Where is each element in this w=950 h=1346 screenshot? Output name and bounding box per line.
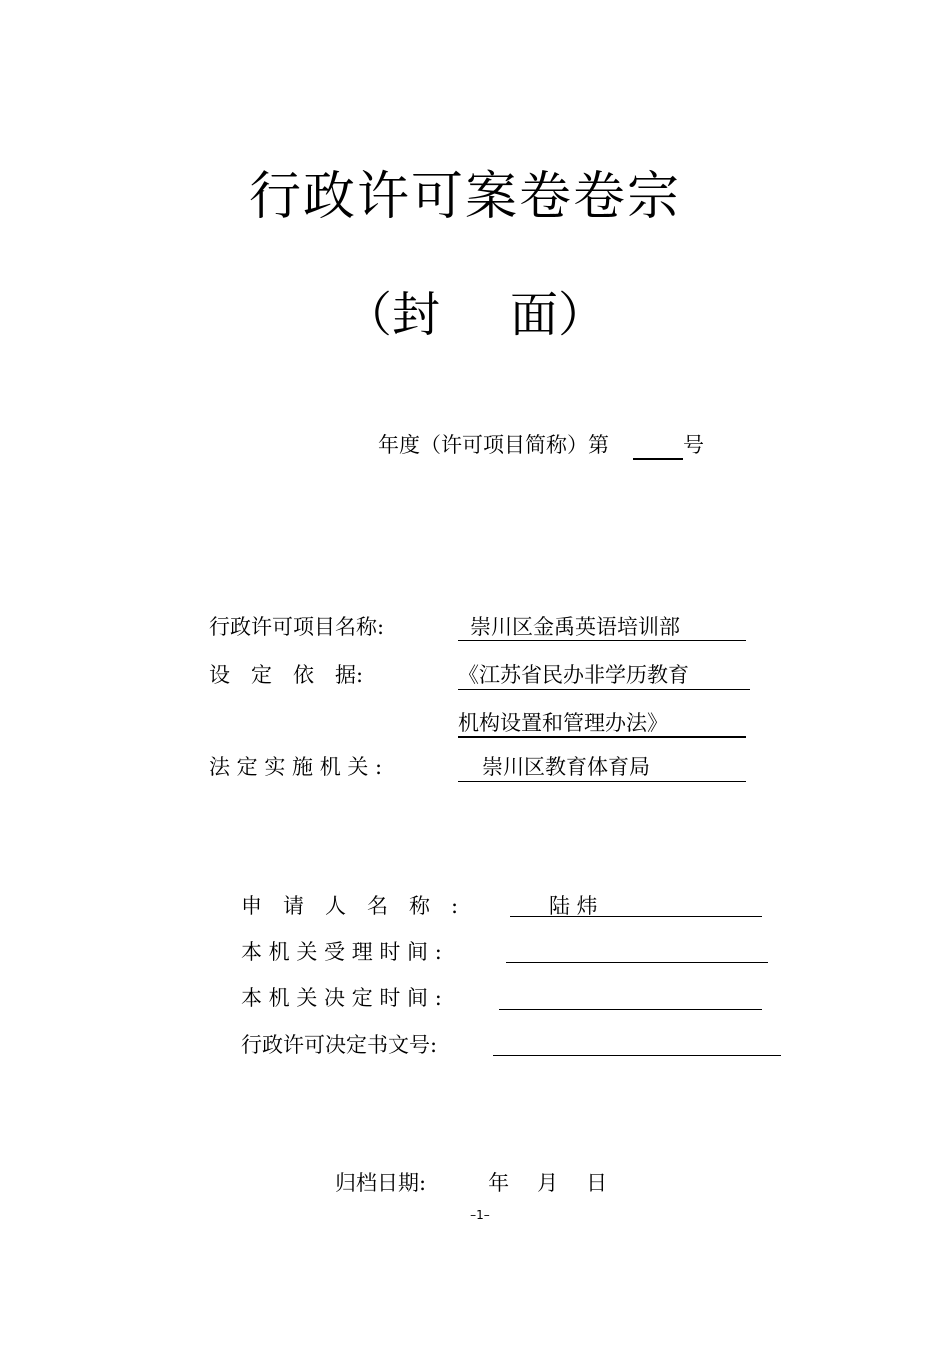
basis-underline-1	[458, 689, 750, 690]
authority-label: 法 定 实 施 机 关 :	[209, 755, 383, 779]
applicant-underline	[510, 916, 762, 917]
page-number: –1–	[470, 1208, 490, 1222]
accept-time-label: 本 机 关 受 理 时 间 :	[241, 940, 442, 964]
project-name-label: 行政许可项目名称:	[209, 615, 385, 639]
archive-year: 年	[488, 1171, 510, 1195]
basis-label: 设 定 依 据:	[209, 663, 364, 687]
archive-month: 月	[537, 1171, 559, 1195]
project-name-underline	[458, 640, 746, 641]
project-name-value: 崇川区金禹英语培训部	[470, 615, 680, 639]
authority-underline	[458, 781, 746, 782]
document-subtitle	[0, 282, 950, 348]
authority-value: 崇川区教育体育局	[482, 755, 650, 779]
basis-value-line2: 机构设置和管理办法》	[458, 711, 668, 735]
applicant-label: 申 请 人 名 称 :	[241, 894, 459, 918]
decision-time-label: 本 机 关 决 定 时 间 :	[241, 986, 442, 1010]
decision-time-underline	[499, 1009, 762, 1010]
decision-doc-label: 行政许可决定书文号:	[241, 1033, 438, 1057]
archive-day: 日	[586, 1171, 608, 1195]
year-number-line	[378, 430, 704, 460]
document-title: 行政许可案卷卷宗	[248, 167, 681, 227]
applicant-value: 陆 炜	[549, 894, 598, 918]
number-blank	[633, 436, 683, 460]
archive-date-line	[335, 1168, 607, 1198]
accept-time-underline	[506, 962, 768, 963]
subtitle-open: （封	[343, 287, 440, 343]
decision-doc-underline	[493, 1055, 781, 1056]
year-prefix: 年度（许可项目简称）第	[378, 433, 609, 457]
archive-date-label: 归档日期:	[335, 1171, 427, 1195]
subtitle-close: 面）	[510, 287, 607, 343]
year-suffix: 号	[683, 433, 704, 457]
basis-underline-2	[458, 736, 746, 738]
basis-value-line1: 《江苏省民办非学历教育	[458, 663, 689, 687]
